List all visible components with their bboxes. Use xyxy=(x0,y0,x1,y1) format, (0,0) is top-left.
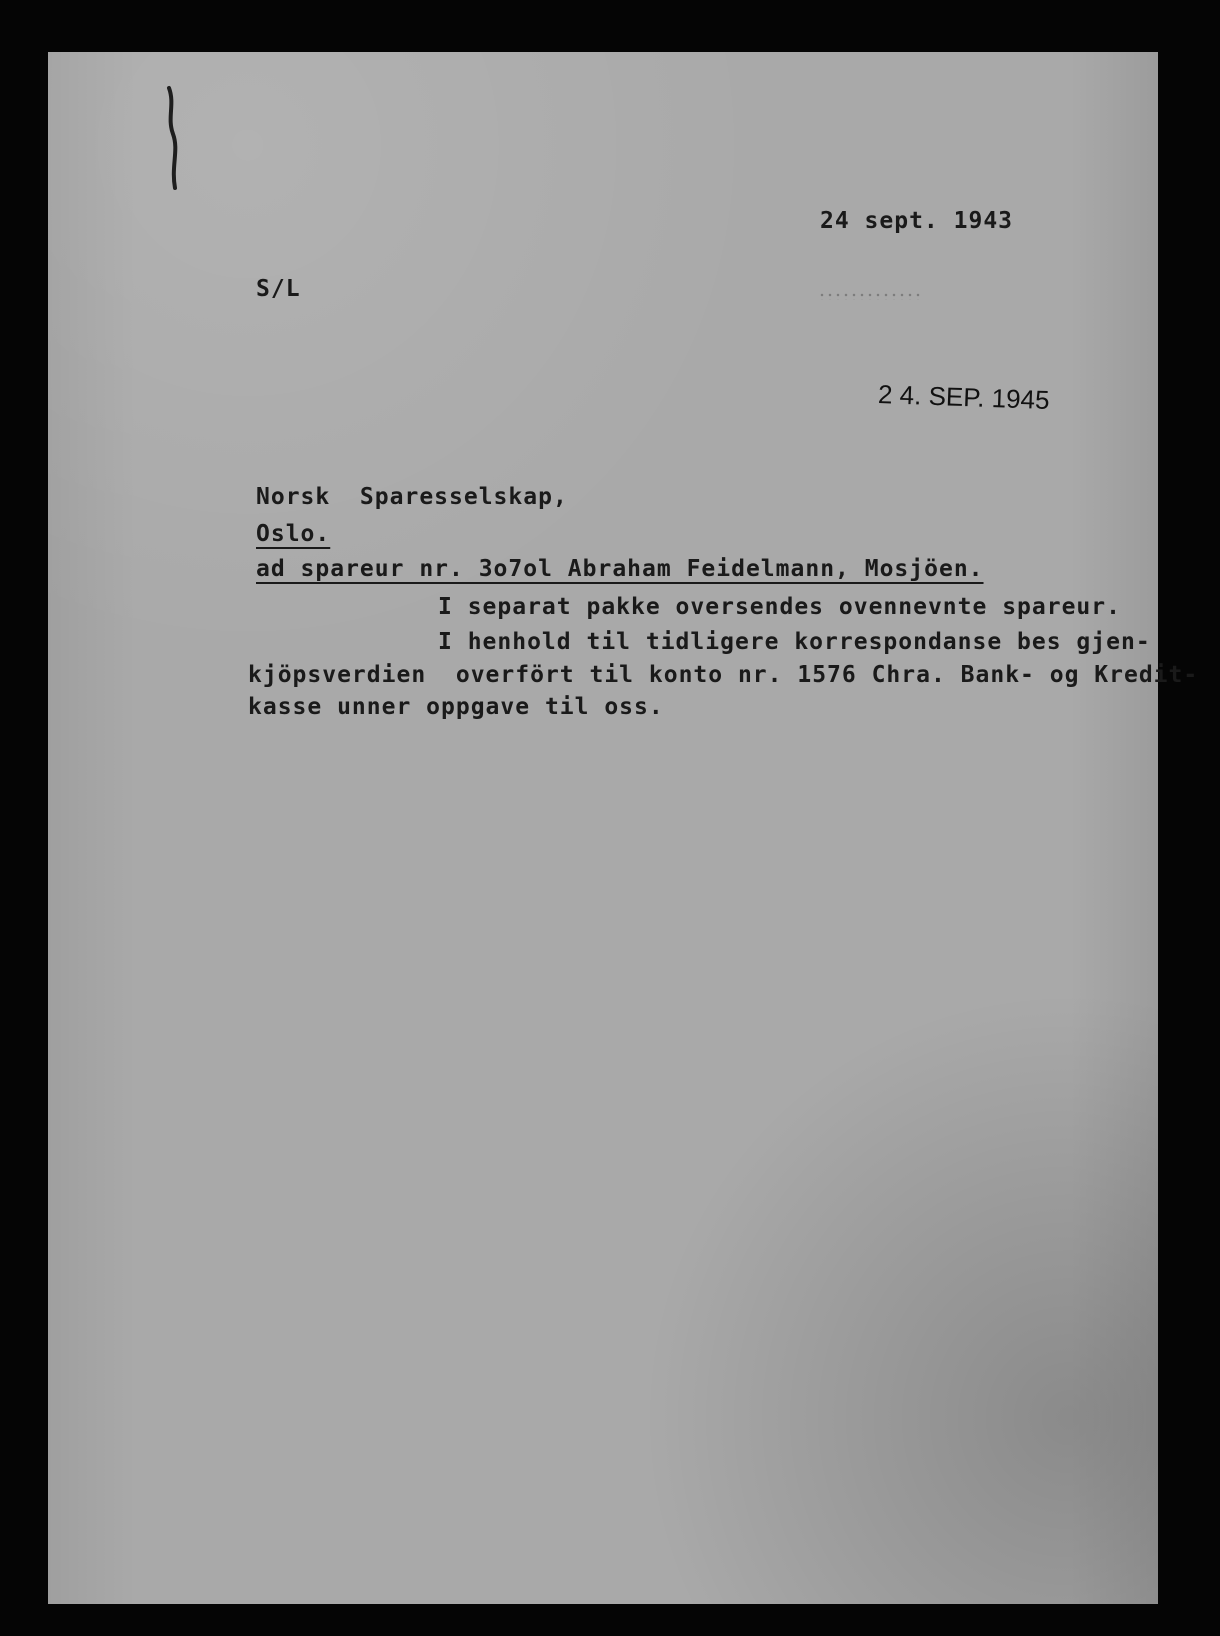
body-line-1: I separat pakke oversendes ovennevnte spareur. xyxy=(438,594,1121,620)
faint-dotted-line xyxy=(818,292,923,300)
addressee-city: Oslo. xyxy=(256,521,331,547)
margin-pen-mark xyxy=(161,84,185,194)
body-line-4: kasse unner oppgave til oss. xyxy=(248,694,664,720)
addressee-name: Norsk Sparesselskap, xyxy=(256,484,568,510)
letter-page xyxy=(48,52,1199,1604)
letter-date: 24 sept. 1943 xyxy=(820,208,1014,234)
body-line-3: kjöpsverdien overfört til konto nr. 1576 Chra. Bank- og Kredit- xyxy=(248,662,1199,688)
subject-line: ad spareur nr. 3o7ol Abraham Feidelmann, Mosjöen. xyxy=(256,556,984,582)
reference-code: S/L xyxy=(256,276,301,302)
body-line-2: I henhold til tidligere korrespondanse bes gjen- xyxy=(438,629,1151,655)
received-date-stamp: 2 4. SEP. 1945 xyxy=(877,379,1051,415)
